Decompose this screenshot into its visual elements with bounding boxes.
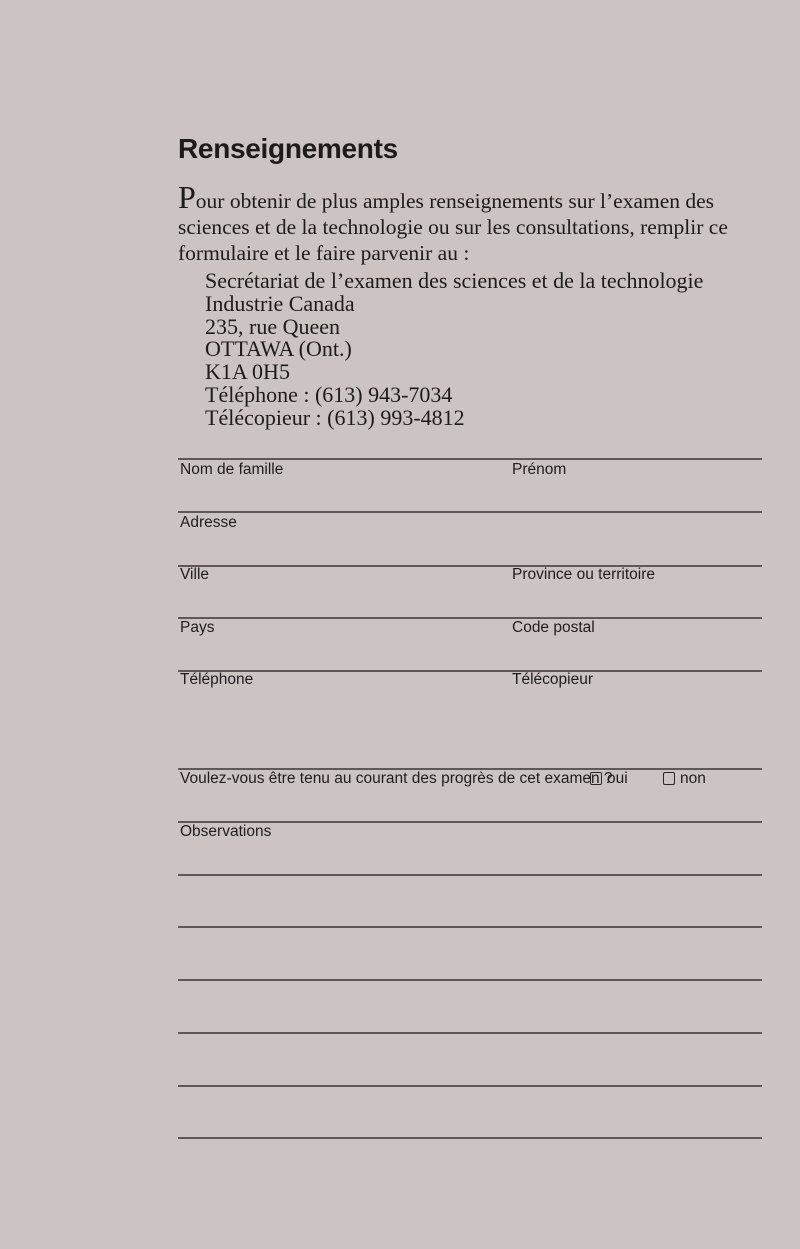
yes-option[interactable] [590,770,628,788]
fax-label: Télécopieur [512,671,593,688]
address-line-fax: Télécopieur : (613) 993-4812 [205,404,465,430]
updates-question-label: Voulez-vous être tenu au courant des progrès de cet examen ? [180,770,613,787]
mailing-address [205,270,703,430]
country-label: Pays [180,619,215,636]
observations-line-6[interactable] [178,1137,762,1139]
no-label: non [680,770,706,787]
province-label: Province ou territoire [512,566,656,583]
yes-label: oui [607,770,628,787]
observations-line-4[interactable] [178,1032,762,1034]
intro-paragraph [178,179,778,266]
intro-text: our obtenir de plus amples renseignements sur l’examen des sciences et de la technologie ou sur les consultations, remplir ce formulaire et le faire parvenir au : [178,189,728,265]
no-option[interactable] [663,770,706,788]
intro-drop-letter: P [178,179,196,215]
address-line-department: Industrie Canada [205,290,355,316]
address-line-office: Secrétariat de l’examen des sciences et de la technologie [205,268,704,293]
address-field-line[interactable] [178,511,762,513]
observations-line-3[interactable] [178,979,762,981]
country-field-line[interactable] [178,617,762,619]
address-line-city: OTTAWA (Ont.) [205,336,352,362]
postal-code-label: Code postal [512,619,595,636]
address-line-telephone: Téléphone : (613) 943-7034 [205,381,453,407]
telephone-field-line[interactable] [178,670,762,672]
city-field-line[interactable] [178,565,762,567]
page-title: Renseignements [178,133,398,164]
observations-label: Observations [180,823,272,840]
first-name-label: Prénom [512,461,567,478]
observations-line-5[interactable] [178,1085,762,1087]
last-name-label: Nom de famille [180,461,284,478]
city-label: Ville [180,566,210,583]
telephone-label: Téléphone [180,671,254,688]
last-name-field-line[interactable] [178,458,762,460]
address-line-postal-code: K1A 0H5 [205,359,290,385]
no-checkbox[interactable] [663,772,675,785]
observations-line-2[interactable] [178,926,762,928]
yes-checkbox[interactable] [590,772,602,785]
observations-line-1[interactable] [178,874,762,876]
address-label: Adresse [180,514,237,531]
address-line-street: 235, rue Queen [205,313,341,339]
